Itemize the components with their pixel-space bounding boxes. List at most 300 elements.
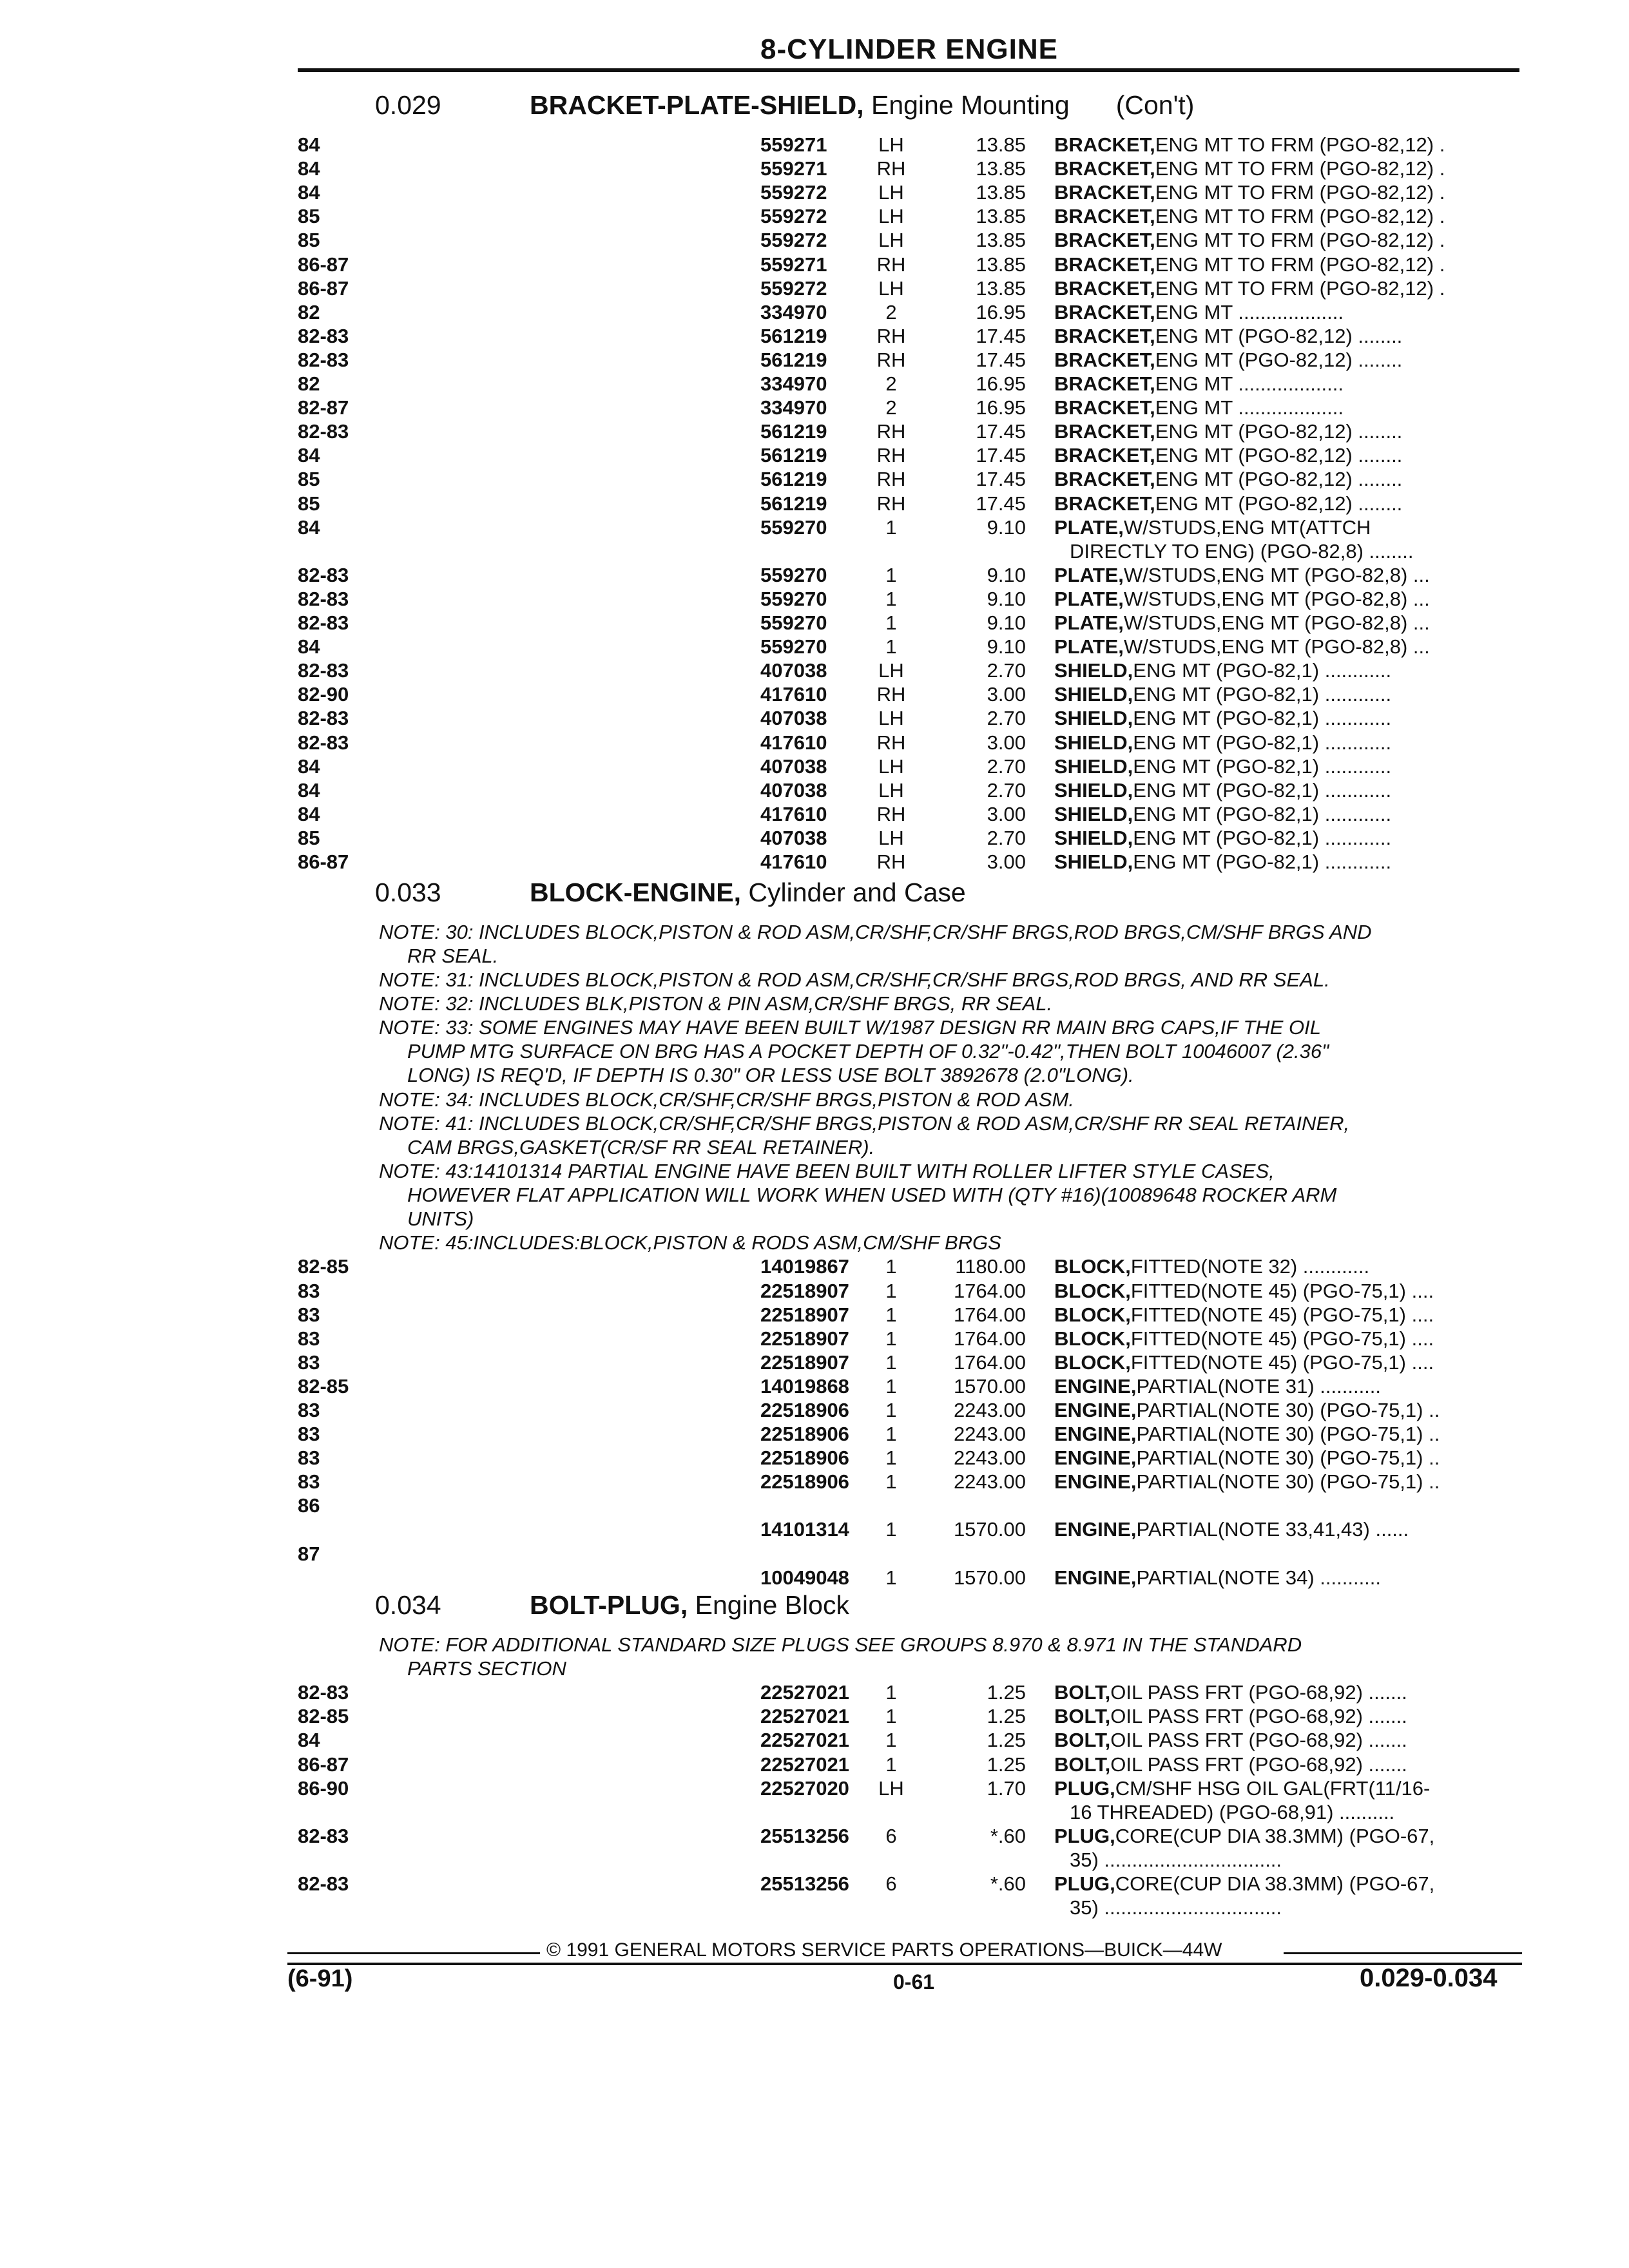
model-year: 82-83 [298, 659, 349, 682]
part-description-detail: FITTED(NOTE 45) (PGO-75,1) .... [1130, 1303, 1434, 1326]
note-line: HOWEVER FLAT APPLICATION WILL WORK WHEN USED WITH (QTY #16)(10089648 ROCKER ARM [407, 1184, 1337, 1206]
note-line: NOTE: FOR ADDITIONAL STANDARD SIZE PLUGS SEE GROUPS 8.970 & 8.971 IN THE STANDARD [379, 1633, 1302, 1656]
quantity: 2 [885, 396, 897, 419]
parts-row [0, 587, 1629, 611]
part-description-noun: ENGINE, [1054, 1423, 1137, 1446]
parts-row [0, 563, 1629, 587]
part-description-detail: ENG MT TO FRM (PGO-82,12) . [1155, 276, 1445, 300]
quantity: 6 [885, 1824, 897, 1847]
part-number: 22518906 [760, 1470, 849, 1494]
part-description [1054, 1398, 1521, 1422]
part-description [1054, 1470, 1521, 1494]
part-description-noun: ENGINE, [1054, 1374, 1137, 1398]
part-description-noun: ENGINE, [1054, 1446, 1137, 1470]
quantity: 1 [885, 587, 897, 610]
part-number: 559270 [760, 635, 827, 658]
model-year: 86 [298, 1494, 320, 1517]
quantity: LH [878, 707, 904, 730]
footer-rule-bottom [287, 1963, 1522, 1965]
part-description-noun: ENGINE, [1054, 1399, 1137, 1421]
part-description [1054, 754, 1521, 778]
list-price: 2.70 [987, 659, 1026, 682]
list-price: 17.45 [976, 348, 1026, 371]
part-description-continued: 35) ................................ [1070, 1896, 1282, 1919]
quantity: 1 [885, 1566, 897, 1589]
part-description-detail: PARTIAL(NOTE 30) (PGO-75,1) .. [1136, 1399, 1440, 1421]
part-description-noun: BLOCK, [1054, 1255, 1131, 1278]
part-description-noun: SHIELD, [1054, 754, 1133, 778]
parts-row [0, 826, 1629, 850]
part-description-detail: W/STUDS,ENG MT (PGO-82,8) ... [1123, 587, 1430, 610]
parts-row [0, 1398, 1629, 1422]
section-heading [375, 1590, 849, 1620]
part-description-noun: BRACKET, [1054, 276, 1155, 300]
quantity: 1 [885, 1374, 897, 1398]
part-description [1054, 1566, 1521, 1590]
part-description [1054, 635, 1521, 658]
part-number: 559272 [760, 205, 827, 228]
list-price: 2243.00 [953, 1423, 1026, 1446]
part-number: 407038 [760, 754, 827, 778]
model-year: 83 [298, 1350, 320, 1374]
part-number: 559271 [760, 157, 827, 180]
quantity: RH [876, 157, 906, 180]
part-description-continued: 35) ................................ [1070, 1848, 1282, 1871]
part-number: 407038 [760, 778, 827, 802]
list-price: *.60 [990, 1872, 1026, 1895]
quantity: LH [878, 133, 904, 156]
model-year: 82-85 [298, 1374, 349, 1398]
parts-row [0, 682, 1629, 706]
part-description [1054, 1374, 1521, 1398]
part-number: 14019867 [760, 1255, 849, 1278]
section-heading [375, 90, 1194, 120]
part-description [1054, 850, 1521, 874]
part-number: 22518907 [760, 1279, 849, 1302]
model-year: 85 [298, 492, 320, 515]
model-year: 85 [298, 229, 320, 252]
part-description-noun: PLATE, [1054, 611, 1124, 634]
part-description-noun: BOLT, [1054, 1681, 1111, 1704]
model-year: 84 [298, 157, 320, 180]
quantity: RH [876, 683, 906, 706]
model-year: 82-83 [298, 611, 349, 634]
list-price: 16.95 [976, 396, 1026, 419]
part-number: 25513256 [760, 1872, 849, 1895]
parts-row-continued [0, 1896, 1629, 1919]
quantity: LH [878, 276, 904, 300]
note-line: NOTE: 43:14101314 PARTIAL ENGINE HAVE BEEN BUILT WITH ROLLER LIFTER STYLE CASES, [379, 1160, 1275, 1182]
model-year: 84 [298, 133, 320, 156]
parts-row [0, 1470, 1629, 1494]
parts-row [0, 1254, 1629, 1278]
part-description-detail: CORE(CUP DIA 38.3MM) (PGO-67, [1115, 1872, 1435, 1895]
part-number: 559270 [760, 611, 827, 634]
quantity: RH [876, 468, 906, 491]
part-number: 561219 [760, 468, 827, 491]
list-price: 13.85 [976, 253, 1026, 276]
part-number: 407038 [760, 707, 827, 730]
list-price: 1764.00 [953, 1279, 1026, 1302]
section-title [530, 90, 1070, 120]
quantity: 2 [885, 300, 897, 323]
part-number: 22518907 [760, 1327, 849, 1350]
part-description-detail: ENG MT TO FRM (PGO-82,12) . [1155, 133, 1445, 156]
parts-row [0, 396, 1629, 419]
list-price: 2.70 [987, 778, 1026, 802]
part-description-noun: SHIELD, [1054, 826, 1133, 849]
note-line: NOTE: 33: SOME ENGINES MAY HAVE BEEN BUILT W/1987 DESIGN RR MAIN BRG CAPS,IF THE OIL [379, 1016, 1321, 1039]
note-text [379, 1633, 1521, 1680]
part-number: 22518907 [760, 1350, 849, 1374]
parts-row [0, 611, 1629, 635]
list-price: 3.00 [987, 731, 1026, 754]
quantity: 1 [885, 563, 897, 586]
note-text [379, 1111, 1521, 1159]
note-text [379, 968, 1521, 992]
part-description [1054, 826, 1521, 850]
part-description-detail: ENG MT (PGO-82,12) ........ [1155, 420, 1403, 443]
quantity: RH [876, 850, 906, 873]
footer-date: (6-91) [287, 1965, 353, 1992]
model-year: 83 [298, 1423, 320, 1446]
quantity: 1 [885, 1681, 897, 1704]
part-description [1054, 682, 1521, 706]
section-title-rest: Cylinder and Case [741, 878, 966, 907]
list-price: 1180.00 [955, 1255, 1026, 1278]
model-year: 83 [298, 1303, 320, 1326]
part-description-continued: DIRECTLY TO ENG) (PGO-82,8) ........ [1070, 539, 1414, 562]
note-line: RR SEAL. [407, 945, 499, 967]
parts-row [0, 372, 1629, 396]
part-description [1054, 300, 1521, 324]
section-number: 0.034 [375, 1590, 441, 1620]
quantity: 1 [885, 1350, 897, 1374]
part-description [1054, 492, 1521, 515]
part-description-detail: ENG MT (PGO-82,1) ............ [1133, 754, 1392, 778]
parts-row [0, 443, 1629, 467]
quantity: 1 [885, 515, 897, 539]
part-number: 407038 [760, 826, 827, 849]
model-year: 82-83 [298, 731, 349, 754]
part-description [1054, 253, 1521, 276]
part-description [1054, 515, 1521, 539]
part-description-noun: SHIELD, [1054, 683, 1133, 706]
parts-row [0, 515, 1629, 539]
quantity: LH [878, 229, 904, 252]
part-description [1054, 1753, 1521, 1776]
part-description-detail: OIL PASS FRT (PGO-68,92) ....... [1110, 1753, 1407, 1776]
part-description-detail: OIL PASS FRT (PGO-68,92) ....... [1110, 1681, 1407, 1704]
part-number: 559270 [760, 515, 827, 539]
model-year: 86-90 [298, 1776, 349, 1800]
parts-row [0, 1494, 1629, 1541]
part-number: 559272 [760, 276, 827, 300]
list-price: 17.45 [976, 324, 1026, 347]
model-year: 83 [298, 1470, 320, 1494]
part-number: 559271 [760, 253, 827, 276]
part-description [1054, 778, 1521, 802]
part-description [1054, 658, 1521, 682]
part-number: 561219 [760, 492, 827, 515]
part-description-detail: PARTIAL(NOTE 30) (PGO-75,1) .. [1136, 1423, 1440, 1446]
part-number: 14019868 [760, 1374, 849, 1398]
model-year: 83 [298, 1399, 320, 1421]
model-year: 85 [298, 826, 320, 849]
part-description [1054, 587, 1521, 611]
parts-row [0, 1872, 1629, 1896]
part-description [1054, 443, 1521, 467]
footer-page-number: 0-61 [893, 1970, 935, 1994]
model-year: 84 [298, 181, 320, 204]
parts-row [0, 1753, 1629, 1776]
parts-row [0, 180, 1629, 204]
part-description-noun: BRACKET, [1054, 157, 1155, 180]
part-description [1054, 228, 1521, 252]
model-year: 82-83 [298, 420, 349, 443]
part-description-detail: ENG MT (PGO-82,1) ............ [1133, 683, 1392, 706]
parts-row [0, 731, 1629, 754]
part-description-noun: BRACKET, [1054, 348, 1155, 371]
list-price: 2.70 [987, 707, 1026, 730]
quantity: 1 [885, 1399, 897, 1421]
part-description [1054, 1303, 1521, 1327]
list-price: 2243.00 [953, 1470, 1026, 1494]
list-price: 17.45 [976, 420, 1026, 443]
part-description-noun: PLUG, [1054, 1824, 1115, 1847]
part-description-noun: BRACKET, [1054, 133, 1155, 156]
list-price: 1.25 [987, 1753, 1026, 1776]
note-line: NOTE: 34: INCLUDES BLOCK,CR/SHF,CR/SHF BRGS,PISTON & ROD ASM. [379, 1088, 1074, 1111]
quantity: 1 [885, 1255, 897, 1278]
note-text [379, 1015, 1521, 1087]
part-number: 334970 [760, 396, 827, 419]
part-number: 22518906 [760, 1446, 849, 1470]
quantity: RH [876, 253, 906, 276]
part-description-noun: BRACKET, [1054, 444, 1155, 467]
part-number: 22527021 [760, 1681, 849, 1704]
part-number: 22518907 [760, 1303, 849, 1326]
part-description-detail: ENG MT TO FRM (PGO-82,12) . [1155, 253, 1445, 276]
note-line: LONG) IS REQ'D, IF DEPTH IS 0.30" OR LESS USE BOLT 3892678 (2.0"LONG). [407, 1064, 1134, 1087]
part-description-detail: ENG MT (PGO-82,1) ............ [1133, 731, 1392, 754]
part-description-detail: FITTED(NOTE 32) ............ [1130, 1255, 1370, 1278]
quantity: LH [878, 205, 904, 228]
note-line: UNITS) [407, 1207, 474, 1230]
part-description-detail: ENG MT (PGO-82,12) ........ [1155, 468, 1403, 491]
model-year: 87 [298, 1542, 320, 1565]
part-description-noun: BLOCK, [1054, 1303, 1131, 1326]
list-price: 1.25 [987, 1705, 1026, 1728]
list-price: 1764.00 [953, 1327, 1026, 1350]
part-description-noun: PLATE, [1054, 587, 1124, 610]
list-price: 3.00 [987, 802, 1026, 825]
model-year: 82-90 [298, 683, 349, 706]
part-description-detail: PARTIAL(NOTE 31) ........... [1136, 1374, 1382, 1398]
model-year: 83 [298, 1327, 320, 1350]
model-year: 82-83 [298, 1681, 349, 1704]
parts-row [0, 1542, 1629, 1590]
list-price: 3.00 [987, 683, 1026, 706]
part-description [1054, 1776, 1521, 1800]
part-description-detail: PARTIAL(NOTE 34) ........... [1136, 1566, 1382, 1589]
part-description-detail: ENG MT (PGO-82,1) ............ [1133, 659, 1392, 682]
section-number: 0.029 [375, 90, 441, 120]
part-number: 559270 [760, 587, 827, 610]
part-description-detail: ENG MT ................... [1155, 300, 1344, 323]
model-year: 86-87 [298, 850, 349, 873]
note-text [379, 1088, 1521, 1111]
part-description-detail: OIL PASS FRT (PGO-68,92) ....... [1110, 1729, 1407, 1752]
quantity: RH [876, 348, 906, 371]
part-description [1054, 276, 1521, 300]
list-price: 13.85 [976, 181, 1026, 204]
part-number: 417610 [760, 683, 827, 706]
quantity: RH [876, 420, 906, 443]
part-description-detail: W/STUDS,ENG MT(ATTCH [1123, 515, 1371, 539]
model-year: 82-83 [298, 1872, 349, 1895]
part-description-noun: BLOCK, [1054, 1350, 1131, 1374]
model-year: 84 [298, 754, 320, 778]
part-description [1054, 467, 1521, 491]
section-heading [375, 878, 966, 908]
part-number: 561219 [760, 324, 827, 347]
part-number: 22527021 [760, 1705, 849, 1728]
model-year: 82-83 [298, 324, 349, 347]
section-title [530, 878, 966, 907]
part-description [1054, 1728, 1521, 1752]
quantity: 1 [885, 1518, 897, 1541]
parts-row [0, 253, 1629, 276]
list-price: 9.10 [987, 563, 1026, 586]
part-description-noun: BRACKET, [1054, 396, 1155, 419]
list-price: 13.85 [976, 205, 1026, 228]
part-number: 22527021 [760, 1729, 849, 1752]
model-year: 82-83 [298, 348, 349, 371]
note-line: PUMP MTG SURFACE ON BRG HAS A POCKET DEPTH OF 0.32"-0.42",THEN BOLT 10046007 (2.36" [407, 1040, 1329, 1063]
part-description [1054, 180, 1521, 204]
part-description-detail: OIL PASS FRT (PGO-68,92) ....... [1110, 1705, 1407, 1728]
note-text [379, 1159, 1521, 1231]
quantity: 1 [885, 1327, 897, 1350]
parts-row [0, 467, 1629, 491]
list-price: 1.25 [987, 1681, 1026, 1704]
list-price: 17.45 [976, 492, 1026, 515]
parts-row [0, 1422, 1629, 1446]
part-description-detail: ENG MT (PGO-82,12) ........ [1155, 324, 1403, 347]
part-description [1054, 1254, 1521, 1278]
note-text [379, 920, 1521, 968]
parts-row [0, 1680, 1629, 1704]
list-price: 2.70 [987, 754, 1026, 778]
part-description-noun: BRACKET, [1054, 372, 1155, 395]
quantity: LH [878, 754, 904, 778]
list-price: 13.85 [976, 157, 1026, 180]
quantity: 1 [885, 1705, 897, 1728]
part-description-detail: ENG MT (PGO-82,12) ........ [1155, 348, 1403, 371]
model-year: 82-85 [298, 1255, 349, 1278]
section-title-suffix: (Con't) [1115, 90, 1195, 120]
parts-row [0, 754, 1629, 778]
model-year: 86-87 [298, 276, 349, 300]
part-description [1054, 731, 1521, 754]
section-title-bold: BLOCK-ENGINE, [530, 878, 741, 907]
part-number: 417610 [760, 802, 827, 825]
part-description [1054, 1824, 1521, 1848]
part-description-noun: SHIELD, [1054, 850, 1133, 873]
parts-row-continued [0, 1800, 1629, 1824]
model-year: 83 [298, 1279, 320, 1302]
parts-row [0, 1824, 1629, 1848]
list-price: 16.95 [976, 372, 1026, 395]
parts-row [0, 1327, 1629, 1350]
part-description-detail: PARTIAL(NOTE 33,41,43) ...... [1136, 1518, 1409, 1541]
model-year: 82-83 [298, 1824, 349, 1847]
part-description-noun: ENGINE, [1054, 1566, 1137, 1589]
part-description-detail: W/STUDS,ENG MT (PGO-82,8) ... [1123, 563, 1430, 586]
quantity: RH [876, 802, 906, 825]
quantity: 1 [885, 1470, 897, 1494]
part-description-noun: PLATE, [1054, 635, 1124, 658]
parts-row [0, 324, 1629, 348]
model-year: 85 [298, 468, 320, 491]
section-title-rest: Engine Block [688, 1590, 849, 1620]
list-price: 9.10 [987, 587, 1026, 610]
part-description-noun: BLOCK, [1054, 1327, 1131, 1350]
part-description-continued: 16 THREADED) (PGO-68,91) .......... [1070, 1800, 1395, 1823]
model-year: 84 [298, 802, 320, 825]
list-price: 1.70 [987, 1776, 1026, 1800]
part-description-noun: SHIELD, [1054, 731, 1133, 754]
model-year: 82-83 [298, 707, 349, 730]
quantity: LH [878, 1776, 904, 1800]
part-description-detail: ENG MT (PGO-82,12) ........ [1155, 444, 1403, 467]
list-price: 1570.00 [953, 1566, 1026, 1589]
part-description [1054, 372, 1521, 396]
part-description-noun: SHIELD, [1054, 778, 1133, 802]
part-number: 559272 [760, 181, 827, 204]
part-number: 22527021 [760, 1753, 849, 1776]
part-description-noun: BRACKET, [1054, 420, 1155, 443]
model-year: 82-83 [298, 587, 349, 610]
model-year: 85 [298, 205, 320, 228]
parts-row [0, 276, 1629, 300]
part-description-detail: ENG MT ................... [1155, 396, 1344, 419]
part-description [1054, 802, 1521, 826]
model-year: 84 [298, 1729, 320, 1752]
quantity: RH [876, 731, 906, 754]
part-description-detail: PARTIAL(NOTE 30) (PGO-75,1) .. [1136, 1470, 1440, 1494]
parts-row [0, 635, 1629, 658]
parts-row [0, 1279, 1629, 1303]
part-description [1054, 611, 1521, 635]
part-description-noun: BRACKET, [1054, 229, 1155, 252]
part-description-noun: BRACKET, [1054, 253, 1155, 276]
part-description-detail: W/STUDS,ENG MT (PGO-82,8) ... [1123, 611, 1430, 634]
part-description-noun: BOLT, [1054, 1729, 1111, 1752]
part-description-noun: SHIELD, [1054, 659, 1133, 682]
quantity: 1 [885, 1753, 897, 1776]
part-description-noun: BOLT, [1054, 1705, 1111, 1728]
part-number: 561219 [760, 444, 827, 467]
parts-row [0, 658, 1629, 682]
part-description-noun: BRACKET, [1054, 468, 1155, 491]
part-description [1054, 133, 1521, 157]
part-description-noun: BRACKET, [1054, 300, 1155, 323]
model-year: 86-87 [298, 1753, 349, 1776]
model-year: 82-85 [298, 1705, 349, 1728]
part-description-noun: BRACKET, [1054, 324, 1155, 347]
